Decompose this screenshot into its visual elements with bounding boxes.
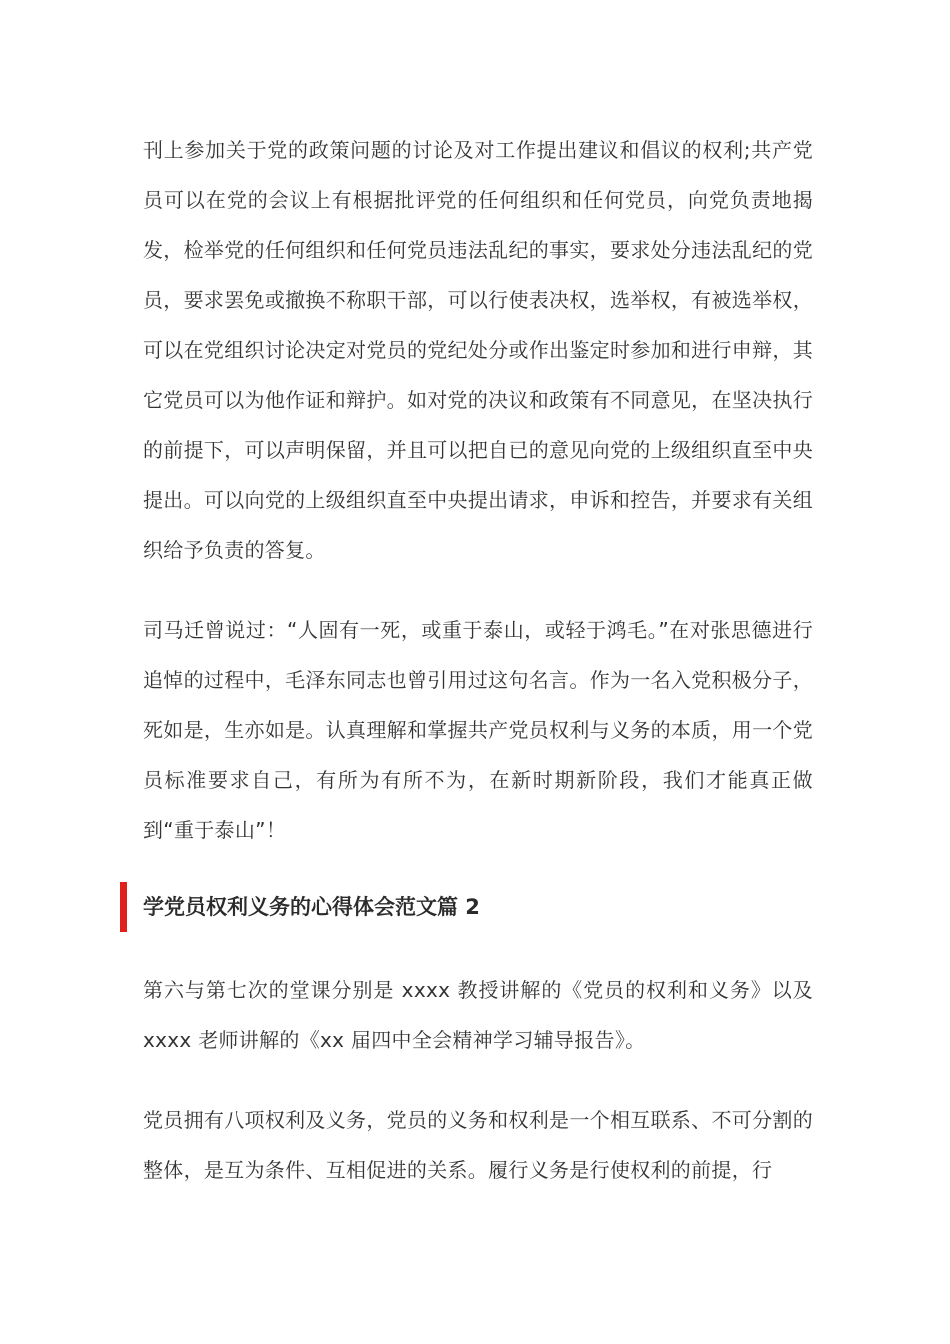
body-paragraph-lectures: 第六与第七次的堂课分别是 xxxx 教授讲解的《党员的权利和义务》以及 xxxx 老师讲解的《xx 届四中全会精神学习辅导报告》。 <box>143 978 813 1052</box>
section-heading-title: 学党员权利义务的心得体会范文篇 2 <box>143 895 480 919</box>
heading-accent-bar <box>120 882 127 932</box>
body-paragraph-rights: 刊上参加关于党的政策问题的讨论及对工作提出建议和倡议的权利;共产党员可以在党的会议上有根据批评党的任何组织和任何党员，向党负责地揭发，检举党的任何组织和任何党员违法乱纪的事实，要求处分违法乱纪的党员，要求罢免或撤换不称职干部，可以行使表决权，选举权，有被选举权，可以在党组织讨论决定对党员的党纪处分或作出鉴定时参加和进行申辩，其它党员可以为他作证和辩护。如对党的决议和政策有不同意见，在坚决执行的前提下，可以声明保留，并且可以把自已的意见向党的上级组织直至中央提出。可以向党的上级组织直至中央提出请求，申诉和控告，并要求有关组织给予负责的答复。 <box>143 138 813 562</box>
body-paragraph-duties: 党员拥有八项权利及义务，党员的义务和权利是一个相互联系、不可分割的整体，是互为条件、互相促进的关系。履行义务是行使权利的前提，行 <box>143 1108 813 1182</box>
section-heading <box>120 882 820 932</box>
body-paragraph-quote: 司马迁曾说过：“人固有一死，或重于泰山，或轻于鸿毛。”在对张思德进行追悼的过程中，毛泽东同志也曾引用过这句名言。作为一名入党积极分子，死如是，生亦如是。认真理解和掌握共产党员权利与义务的本质，用一个党员标准要求自己，有所为有所不为，在新时期新阶段，我们才能真正做到“重于泰山”！ <box>143 618 813 842</box>
